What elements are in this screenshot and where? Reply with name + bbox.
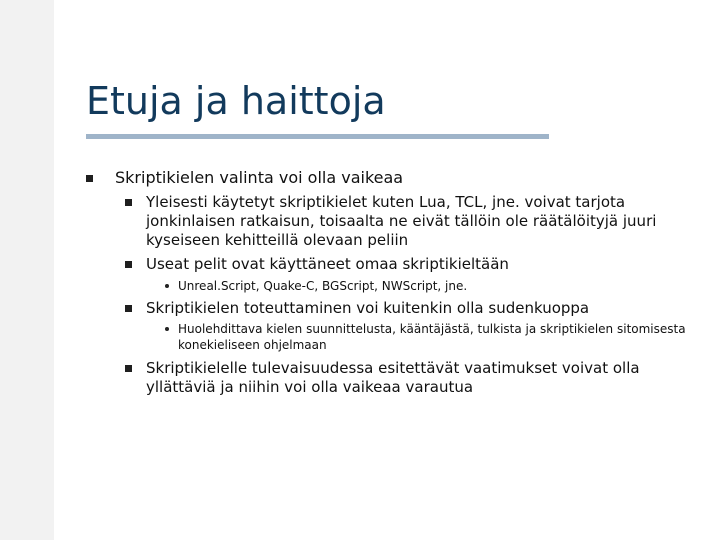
bullet-dot-icon	[165, 284, 169, 288]
slide-title: Etuja ja haittoja	[86, 79, 386, 123]
sub-bullet-text: Skriptikielelle tulevaisuudessa esitettävät vaatimukset voivat olla yllättäviä ja niihin voi olla vaikeaa varautua	[146, 359, 640, 396]
left-margin-bar	[0, 0, 54, 540]
title-underline	[86, 134, 549, 139]
bullet-square-icon	[125, 199, 132, 206]
sub-bullet-text: Skriptikielen toteuttaminen voi kuitenkin olla sudenkuoppa	[146, 299, 590, 317]
sub-sub-bullet-text: Huolehdittava kielen suunnittelusta, kääntäjästä, tulkista ja skriptikielen sitomisesta konekieliseen ohjelmaan	[178, 322, 686, 352]
sub-bullet-text: Yleisesti käytetyt skriptikielet kuten Lua, TCL, jne. voivat tarjota jonkinlaisen ratkaisun, toisaalta ne eivät tällöin ole räätälöityjä juuri kyseiseen kehitteillä olevaan peliin	[146, 193, 657, 249]
bullet-square-icon	[125, 261, 132, 268]
bullet-dot-icon	[165, 327, 169, 331]
bullet-square-icon	[86, 175, 93, 182]
bullet-square-icon	[125, 365, 132, 372]
bullet-text: Skriptikielen valinta voi olla vaikeaa	[115, 168, 404, 187]
sub-sub-bullet-text: Unreal.Script, Quake-C, BGScript, NWScript, jne.	[178, 279, 468, 293]
bullet-square-icon	[125, 305, 132, 312]
sub-bullet-text: Useat pelit ovat käyttäneet omaa skriptikieltään	[146, 255, 509, 273]
